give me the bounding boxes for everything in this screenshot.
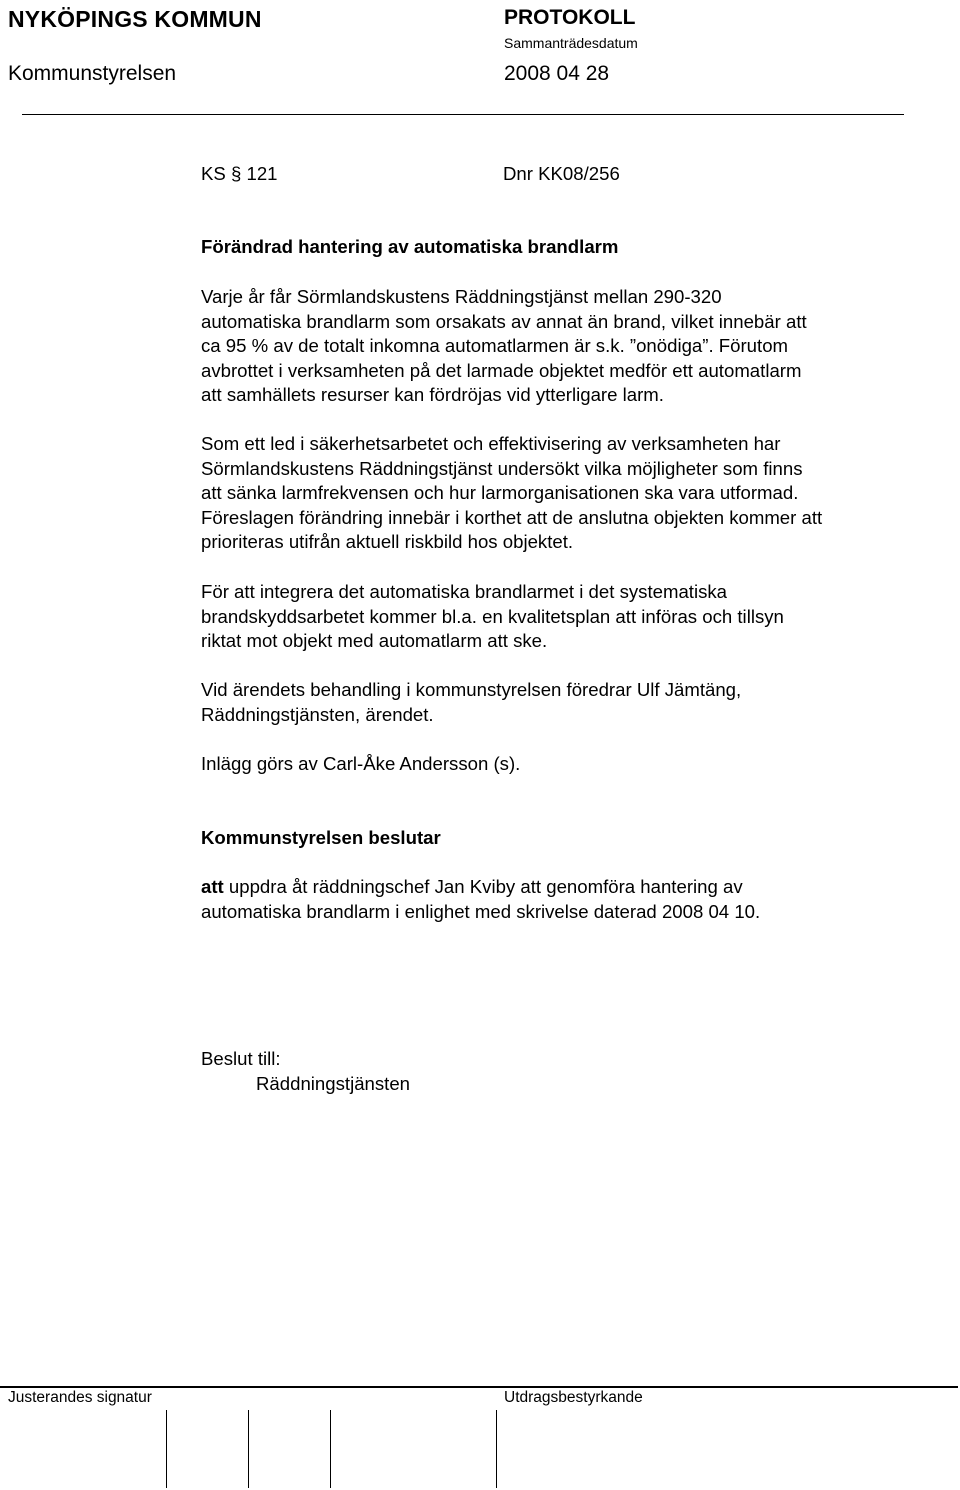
text-line: att samhällets resurser kan fördröjas vid ytterligare larm. bbox=[201, 384, 664, 405]
text-line: Som ett led i säkerhetsarbetet och effektivisering av verksamheten har bbox=[201, 433, 781, 454]
case-number: Dnr KK08/256 bbox=[503, 163, 620, 184]
meeting-date: 2008 04 28 bbox=[504, 62, 610, 85]
att-keyword: att bbox=[201, 876, 224, 897]
text-line: ca 95 % av de totalt inkomna automatlarmen är s.k. ”onödiga”. Förutom bbox=[201, 335, 789, 356]
decision-heading: Kommunstyrelsen beslutar bbox=[201, 827, 441, 848]
text-line: Varje år får Sörmlandskustens Räddningstjänst mellan 290-320 bbox=[201, 286, 722, 307]
governing-body: Kommunstyrelsen bbox=[8, 62, 177, 85]
text-line: Räddningstjänsten, ärendet. bbox=[201, 703, 434, 725]
text-line: att sänka larmfrekvensen och hur larmorganisationen ska vara utformad. bbox=[201, 482, 799, 503]
text-line: riktat mot objekt med automatlarm att ske. bbox=[201, 630, 548, 651]
document-type: PROTOKOLL bbox=[504, 6, 636, 29]
text-line bbox=[201, 875, 760, 900]
paragraph-background bbox=[201, 285, 807, 408]
text-line: Inlägg görs av Carl-Åke Andersson (s). bbox=[201, 753, 521, 774]
distribution-recipient: Räddningstjänsten bbox=[256, 1073, 411, 1094]
text-line: prioriteras utifrån aktuell riskbild hos objektet. bbox=[201, 531, 574, 552]
footer-divider bbox=[0, 1386, 958, 1388]
organization-name: NYKÖPINGS KOMMUN bbox=[8, 6, 262, 32]
text-line: brandskyddsarbetet kommer bl.a. en kvalitetsplan att införas och tillsyn bbox=[201, 605, 784, 627]
decision-line-2: automatiska brandlarm i enlighet med skrivelse daterad 2008 04 10. bbox=[201, 900, 761, 922]
signature-box-line bbox=[496, 1410, 497, 1488]
signature-box-line bbox=[248, 1410, 249, 1488]
text-line: Föreslagen förändring innebär i korthet att de anslutna objekten kommer att bbox=[201, 506, 823, 528]
signature-box-line bbox=[330, 1410, 331, 1488]
header-divider bbox=[22, 114, 904, 115]
certification-label: Utdragsbestyrkande bbox=[504, 1389, 643, 1406]
paragraph-presentation bbox=[201, 678, 741, 727]
decision-text bbox=[201, 875, 760, 924]
section-number: KS § 121 bbox=[201, 163, 278, 184]
decision-line-1: uppdra åt räddningschef Jan Kviby att genomföra hantering av bbox=[223, 876, 743, 897]
signature-box-line bbox=[166, 1410, 167, 1488]
text-line: För att integrera det automatiska brandlarmet i det systematiska bbox=[201, 581, 728, 602]
paragraph-investigation bbox=[201, 432, 822, 555]
distribution-label: Beslut till: bbox=[201, 1048, 281, 1069]
text-line: avbrottet i verksamheten på det larmade objektet medför ett automatlarm bbox=[201, 359, 802, 381]
text-line: Vid ärendets behandling i kommunstyrelsen föredrar Ulf Jämtäng, bbox=[201, 679, 742, 700]
meeting-date-label: Sammanträdesdatum bbox=[504, 35, 638, 51]
item-title: Förändrad hantering av automatiska brandlarm bbox=[201, 236, 619, 257]
paragraph-contribution bbox=[201, 752, 520, 777]
signature-label: Justerandes signatur bbox=[8, 1389, 152, 1406]
text-line: Sörmlandskustens Räddningstjänst undersökt vilka möjligheter som finns bbox=[201, 457, 803, 479]
paragraph-integration bbox=[201, 580, 784, 654]
text-line: automatiska brandlarm som orsakats av annat än brand, vilket innebär att bbox=[201, 310, 807, 332]
